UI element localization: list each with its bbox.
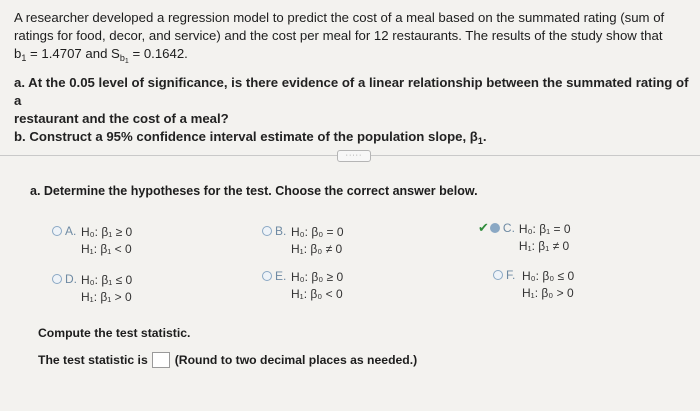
radio-option-c[interactable] xyxy=(490,223,500,233)
option-b-letter: B. xyxy=(275,224,287,238)
question-text: a. Determine the hypotheses for the test. Choose the correct answer below. xyxy=(30,184,478,198)
option-d-h1: H₁: β₁ > 0 xyxy=(81,290,132,304)
option-a-letter: A. xyxy=(65,224,77,238)
option-f-h0: H₀: β₀ ≤ 0 xyxy=(522,269,575,283)
test-statistic-label: The test statistic is xyxy=(38,353,148,367)
option-c[interactable] xyxy=(478,221,571,255)
option-f-h1: H₁: β₀ > 0 xyxy=(522,286,574,300)
option-e-h1: H₁: β₀ < 0 xyxy=(291,287,343,301)
problem-intro-line2: ratings for food, decor, and service) and the cost per meal for 12 restaurants. The results of the study show that xyxy=(14,28,663,43)
radio-option-a[interactable] xyxy=(52,226,62,236)
problem-intro-line1: A researcher developed a regression model to predict the cost of a meal based on the summated rating (sum of xyxy=(14,10,665,25)
option-a-h0: H₀: β₁ ≥ 0 xyxy=(81,225,133,239)
expand-button[interactable]: ····· xyxy=(337,150,371,162)
option-c-h1: H₁: β₁ ≠ 0 xyxy=(518,239,570,253)
option-d[interactable] xyxy=(52,272,132,306)
b1-value: = 1.4707 and S xyxy=(30,46,120,61)
option-e[interactable] xyxy=(262,269,343,303)
option-a-h1: H₁: β₁ < 0 xyxy=(81,242,132,256)
option-e-letter: E. xyxy=(275,269,287,283)
option-b[interactable] xyxy=(262,224,344,258)
sb1-value: = 0.1642. xyxy=(132,46,188,61)
radio-option-d[interactable] xyxy=(52,274,62,284)
option-b-h1: H₁: β₀ ≠ 0 xyxy=(291,242,343,256)
option-c-h0: H₀: β₁ = 0 xyxy=(518,222,571,236)
radio-option-b[interactable] xyxy=(262,226,272,236)
radio-option-e[interactable] xyxy=(262,271,272,281)
part-a-line1: a. At the 0.05 level of significance, is there evidence of a linear relationship between the summated rating of a xyxy=(14,75,689,108)
option-d-letter: D. xyxy=(65,272,77,286)
part-a-line2: restaurant and the cost of a meal? xyxy=(14,111,229,126)
option-d-h0: H₀: β₁ ≤ 0 xyxy=(81,273,133,287)
radio-option-f[interactable] xyxy=(493,270,503,280)
round-note: (Round to two decimal places as needed.) xyxy=(174,353,418,367)
test-statistic-line xyxy=(38,352,417,368)
problem-values: $b_1 = 1.4707$ and $S_{b_1} = 0.1642$. xyxy=(14,46,188,65)
test-statistic-input[interactable] xyxy=(152,352,170,368)
checkmark-icon: ✔ xyxy=(478,220,489,235)
option-a[interactable] xyxy=(52,224,132,258)
problem-statement xyxy=(14,9,690,150)
option-f-letter: F. xyxy=(506,268,516,282)
option-c-letter: C. xyxy=(502,221,515,235)
option-b-h0: H₀: β₀ = 0 xyxy=(291,225,344,239)
part-b: b. Construct a 95% confidence interval estimate of the population slope, $\beta_1$. xyxy=(14,129,487,146)
compute-label: Compute the test statistic. xyxy=(38,326,191,340)
option-e-h0: H₀: β₀ ≥ 0 xyxy=(291,270,344,284)
option-f[interactable] xyxy=(493,268,574,302)
